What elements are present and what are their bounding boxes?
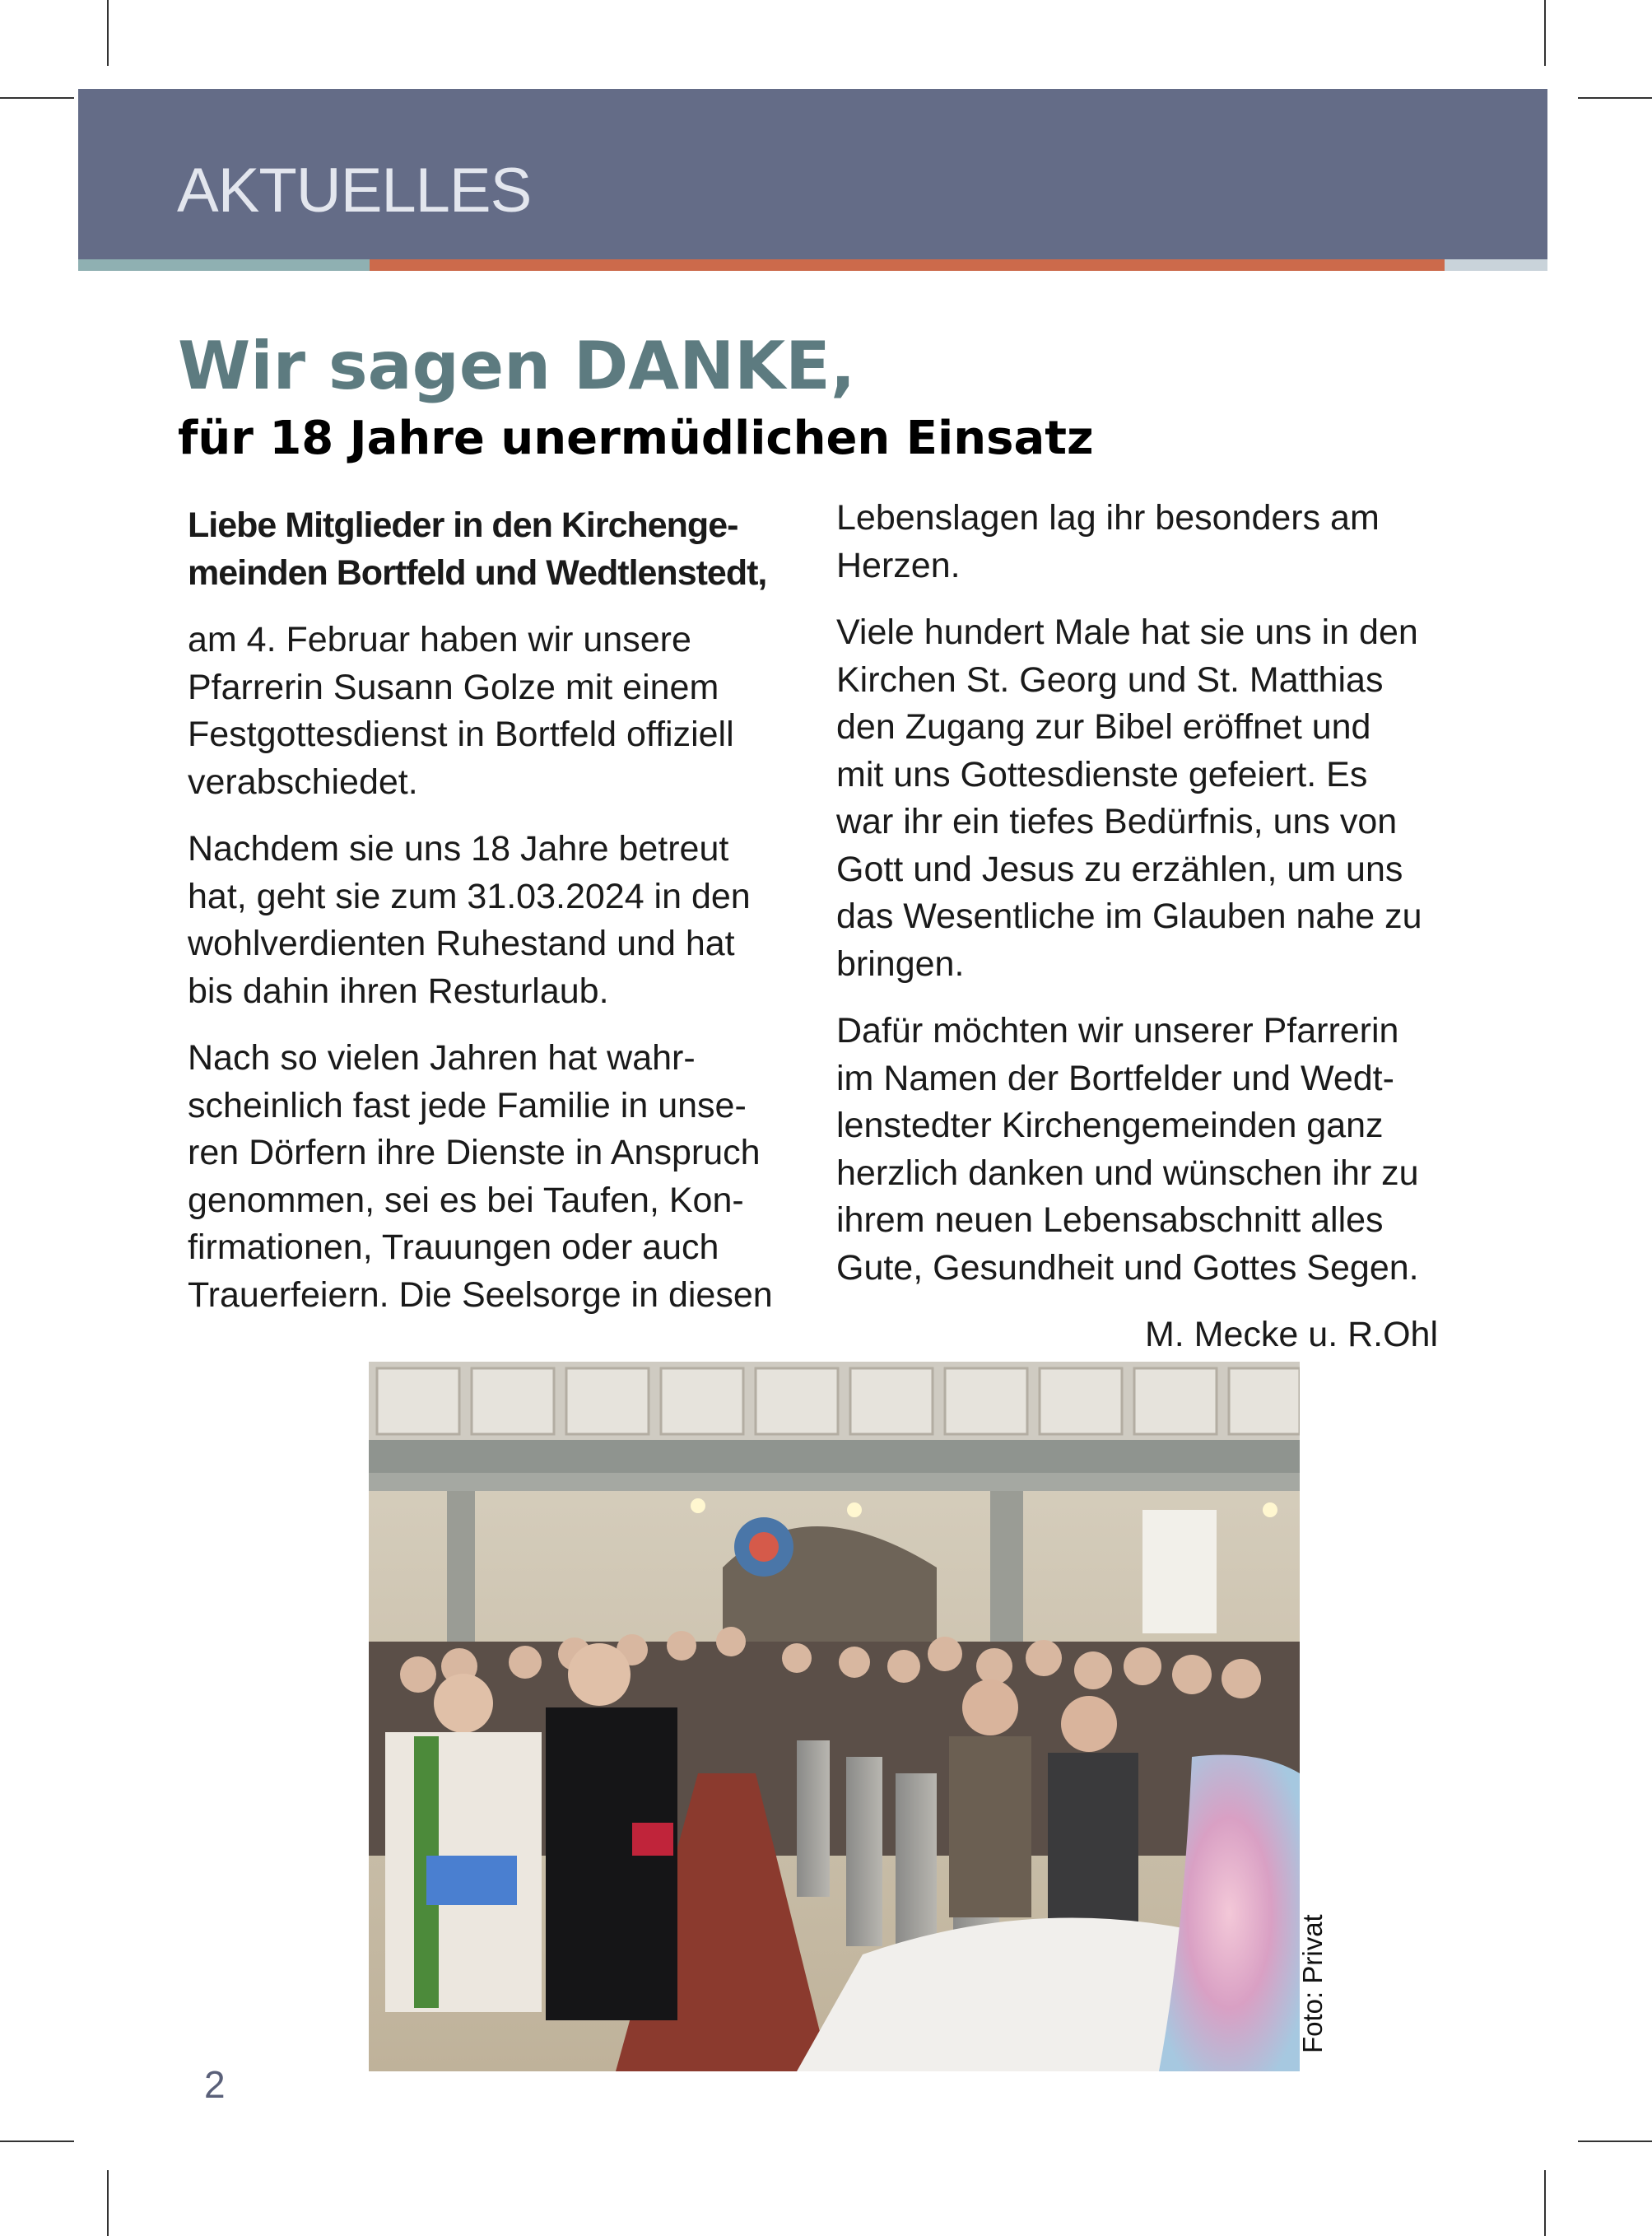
text-line: genommen, sei es bei Taufen, Kon- xyxy=(188,1180,744,1220)
header-stripe-light xyxy=(1445,259,1547,271)
crop-mark xyxy=(0,2141,74,2142)
text-line: Viele hundert Male hat sie uns in den xyxy=(836,613,1418,652)
crop-mark xyxy=(107,2170,109,2236)
right-column xyxy=(836,495,1503,1311)
text-line: Dafür möchten wir unserer Pfarrerin xyxy=(836,1011,1399,1050)
text-line: ihrem neuen Lebensabschnitt alles xyxy=(836,1200,1384,1240)
paragraph xyxy=(836,1008,1503,1292)
paragraph xyxy=(188,826,821,1015)
text-line: ren Dörfern ihre Dienste in Anspruch xyxy=(188,1133,761,1172)
text-line: hat, geht sie zum 31.03.2024 in den xyxy=(188,876,751,916)
crop-mark xyxy=(0,97,74,99)
page-number: 2 xyxy=(204,2063,226,2106)
text-line: lenstedter Kirchengemeinden ganz xyxy=(836,1106,1384,1145)
text-line: Festgottesdienst in Bortfeld offiziell xyxy=(188,715,734,754)
text-line: firmationen, Trauungen oder auch xyxy=(188,1227,719,1267)
text-line: Herzen. xyxy=(836,545,961,585)
text-line: das Wesentliche im Glauben nahe zu xyxy=(836,897,1422,936)
text-line: den Zugang zur Bibel eröffnet und xyxy=(836,707,1371,747)
crop-mark xyxy=(107,0,109,66)
article-headline: Wir sagen DANKE, xyxy=(178,328,856,404)
left-column xyxy=(188,502,821,1339)
text-line: wohlverdienten Ruhestand und hat xyxy=(188,924,735,963)
text-line: meinden Bortfeld und Wedtlenstedt, xyxy=(188,552,767,593)
text-line: herzlich danken und wünschen ihr zu xyxy=(836,1153,1419,1193)
text-line: Nachdem sie uns 18 Jahre betreut xyxy=(188,829,729,869)
header-stripe-orange xyxy=(370,259,1445,271)
crop-mark xyxy=(1578,97,1652,99)
text-line: Trauerfeiern. Die Seelsorge in diesen xyxy=(188,1274,773,1315)
paragraph xyxy=(188,1035,821,1319)
church-photo xyxy=(369,1362,1300,2071)
text-line: mit uns Gottesdienste gefeiert. Es xyxy=(836,754,1368,794)
paragraph xyxy=(188,617,821,806)
crop-mark xyxy=(1544,0,1546,66)
text-line: am 4. Februar haben wir unsere xyxy=(188,620,691,659)
section-header xyxy=(78,89,1547,259)
text-line: Kirchen St. Georg und St. Matthias xyxy=(836,659,1384,700)
text-line: Pfarrerin Susann Golze mit einem xyxy=(188,667,719,707)
article-subheadline: für 18 Jahre unermüdlichen Einsatz xyxy=(178,412,1094,465)
paragraph xyxy=(836,495,1503,589)
text-line: bringen. xyxy=(836,943,965,984)
crop-mark xyxy=(1578,2141,1652,2142)
text-line: im Namen der Bortfelder und Wedt- xyxy=(836,1058,1394,1098)
signature: M. Mecke u. R.Ohl xyxy=(1144,1315,1438,1354)
header-stripe-teal xyxy=(78,259,370,271)
text-line: Liebe Mitglieder in den Kirchenge- xyxy=(188,505,738,545)
text-line: bis dahin ihren Resturlaub. xyxy=(188,971,609,1011)
text-line: scheinlich fast jede Familie in unse- xyxy=(188,1085,747,1125)
photo-credit: Foto: Privat xyxy=(1297,1914,1328,2053)
crop-mark xyxy=(1544,2170,1546,2236)
greeting xyxy=(188,502,821,597)
text-line: Nach so vielen Jahren hat wahr- xyxy=(188,1038,696,1078)
paragraph xyxy=(836,609,1503,988)
text-line: Gott und Jesus zu erzählen, um uns xyxy=(836,849,1403,889)
text-line: war ihr ein tiefes Bedürfnis, uns von xyxy=(836,802,1398,841)
text-line: verabschiedet. xyxy=(188,762,418,802)
text-line: Lebenslagen lag ihr besonders am xyxy=(836,498,1380,538)
section-label: AKTUELLES xyxy=(177,156,532,226)
text-line: Gute, Gesundheit und Gottes Segen. xyxy=(836,1247,1419,1288)
